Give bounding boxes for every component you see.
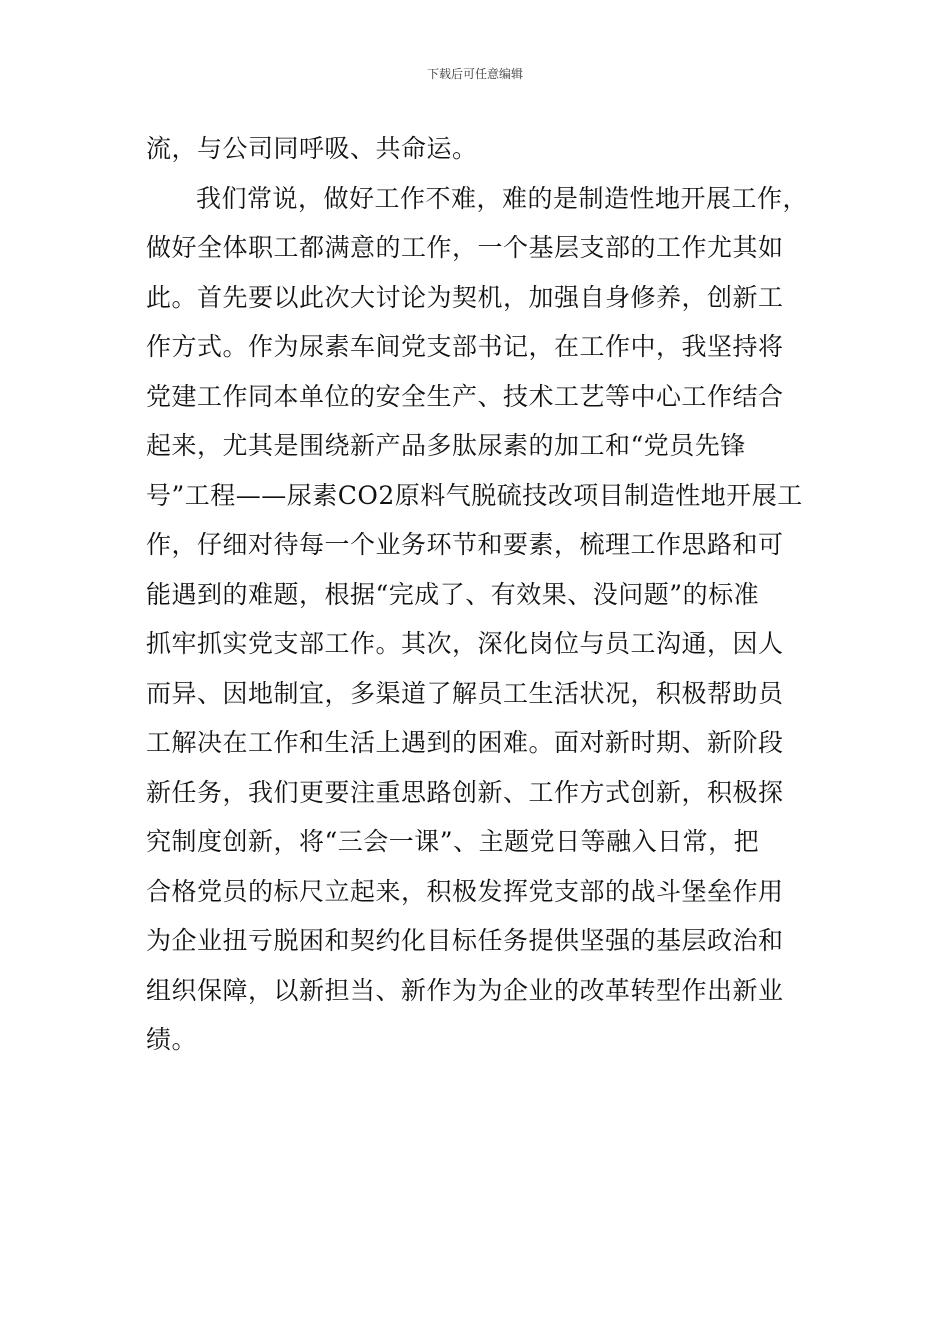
text-line-17: 为企业扭亏脱困和契约化目标任务提供坚强的基层政治和	[146, 926, 784, 955]
text-line-3: 做好全体职工都满意的工作，一个基层支部的工作尤其如	[146, 233, 784, 262]
document-body	[146, 124, 826, 1065]
text-line-12: 而异、因地制宜，多渠道了解员工生活状况，积极帮助员	[146, 678, 784, 708]
text-line-14: 新任务，我们更要注重思路创新、工作方式创新，积极探	[146, 777, 784, 807]
text-line-19: 绩。	[146, 1025, 198, 1054]
text-line-13: 工解决在工作和生活上遇到的困难。面对新时期、新阶段	[146, 728, 784, 757]
text-line-10: 能遇到的难题，根据“完成了、有效果、没问题”的标准	[146, 579, 760, 609]
text-line-15: 究制度创新，将“三会一课”、主题党日等融入日常，把	[146, 827, 760, 856]
text-line-5: 作方式。作为尿素车间党支部书记，在工作中，我坚持将	[146, 332, 784, 361]
text-line-9: 作，仔细对待每一个业务环节和要素，梳理工作思路和可	[146, 530, 784, 559]
text-line-6: 党建工作同本单位的安全生产、技术工艺等中心工作结合	[146, 381, 784, 411]
text-line-18: 组织保障，以新担当、新作为为企业的改革转型作出新业	[146, 975, 784, 1005]
text-line-11: 抓牢抓实党支部工作。其次，深化岗位与员工沟通，因人	[146, 629, 784, 658]
page-header-note: 下载后可任意编辑	[426, 67, 523, 81]
text-line-7: 起来，尤其是围绕新产品多肽尿素的加工和“党员先锋	[146, 431, 746, 460]
text-line-8: 号”工程——尿素CO2原料气脱硫技改项目制造性地开展工	[146, 480, 803, 510]
text-line-2: 我们常说，做好工作不难，难的是制造性地开展工作，	[196, 183, 809, 213]
text-line-16: 合格党员的标尺立起来，积极发挥党支部的战斗堡垒作用	[146, 876, 784, 906]
text-line-1: 流，与公司同呼吸、共命运。	[146, 134, 478, 163]
text-line-4: 此。首先要以此次大讨论为契机，加强自身修养，创新工	[146, 282, 784, 312]
